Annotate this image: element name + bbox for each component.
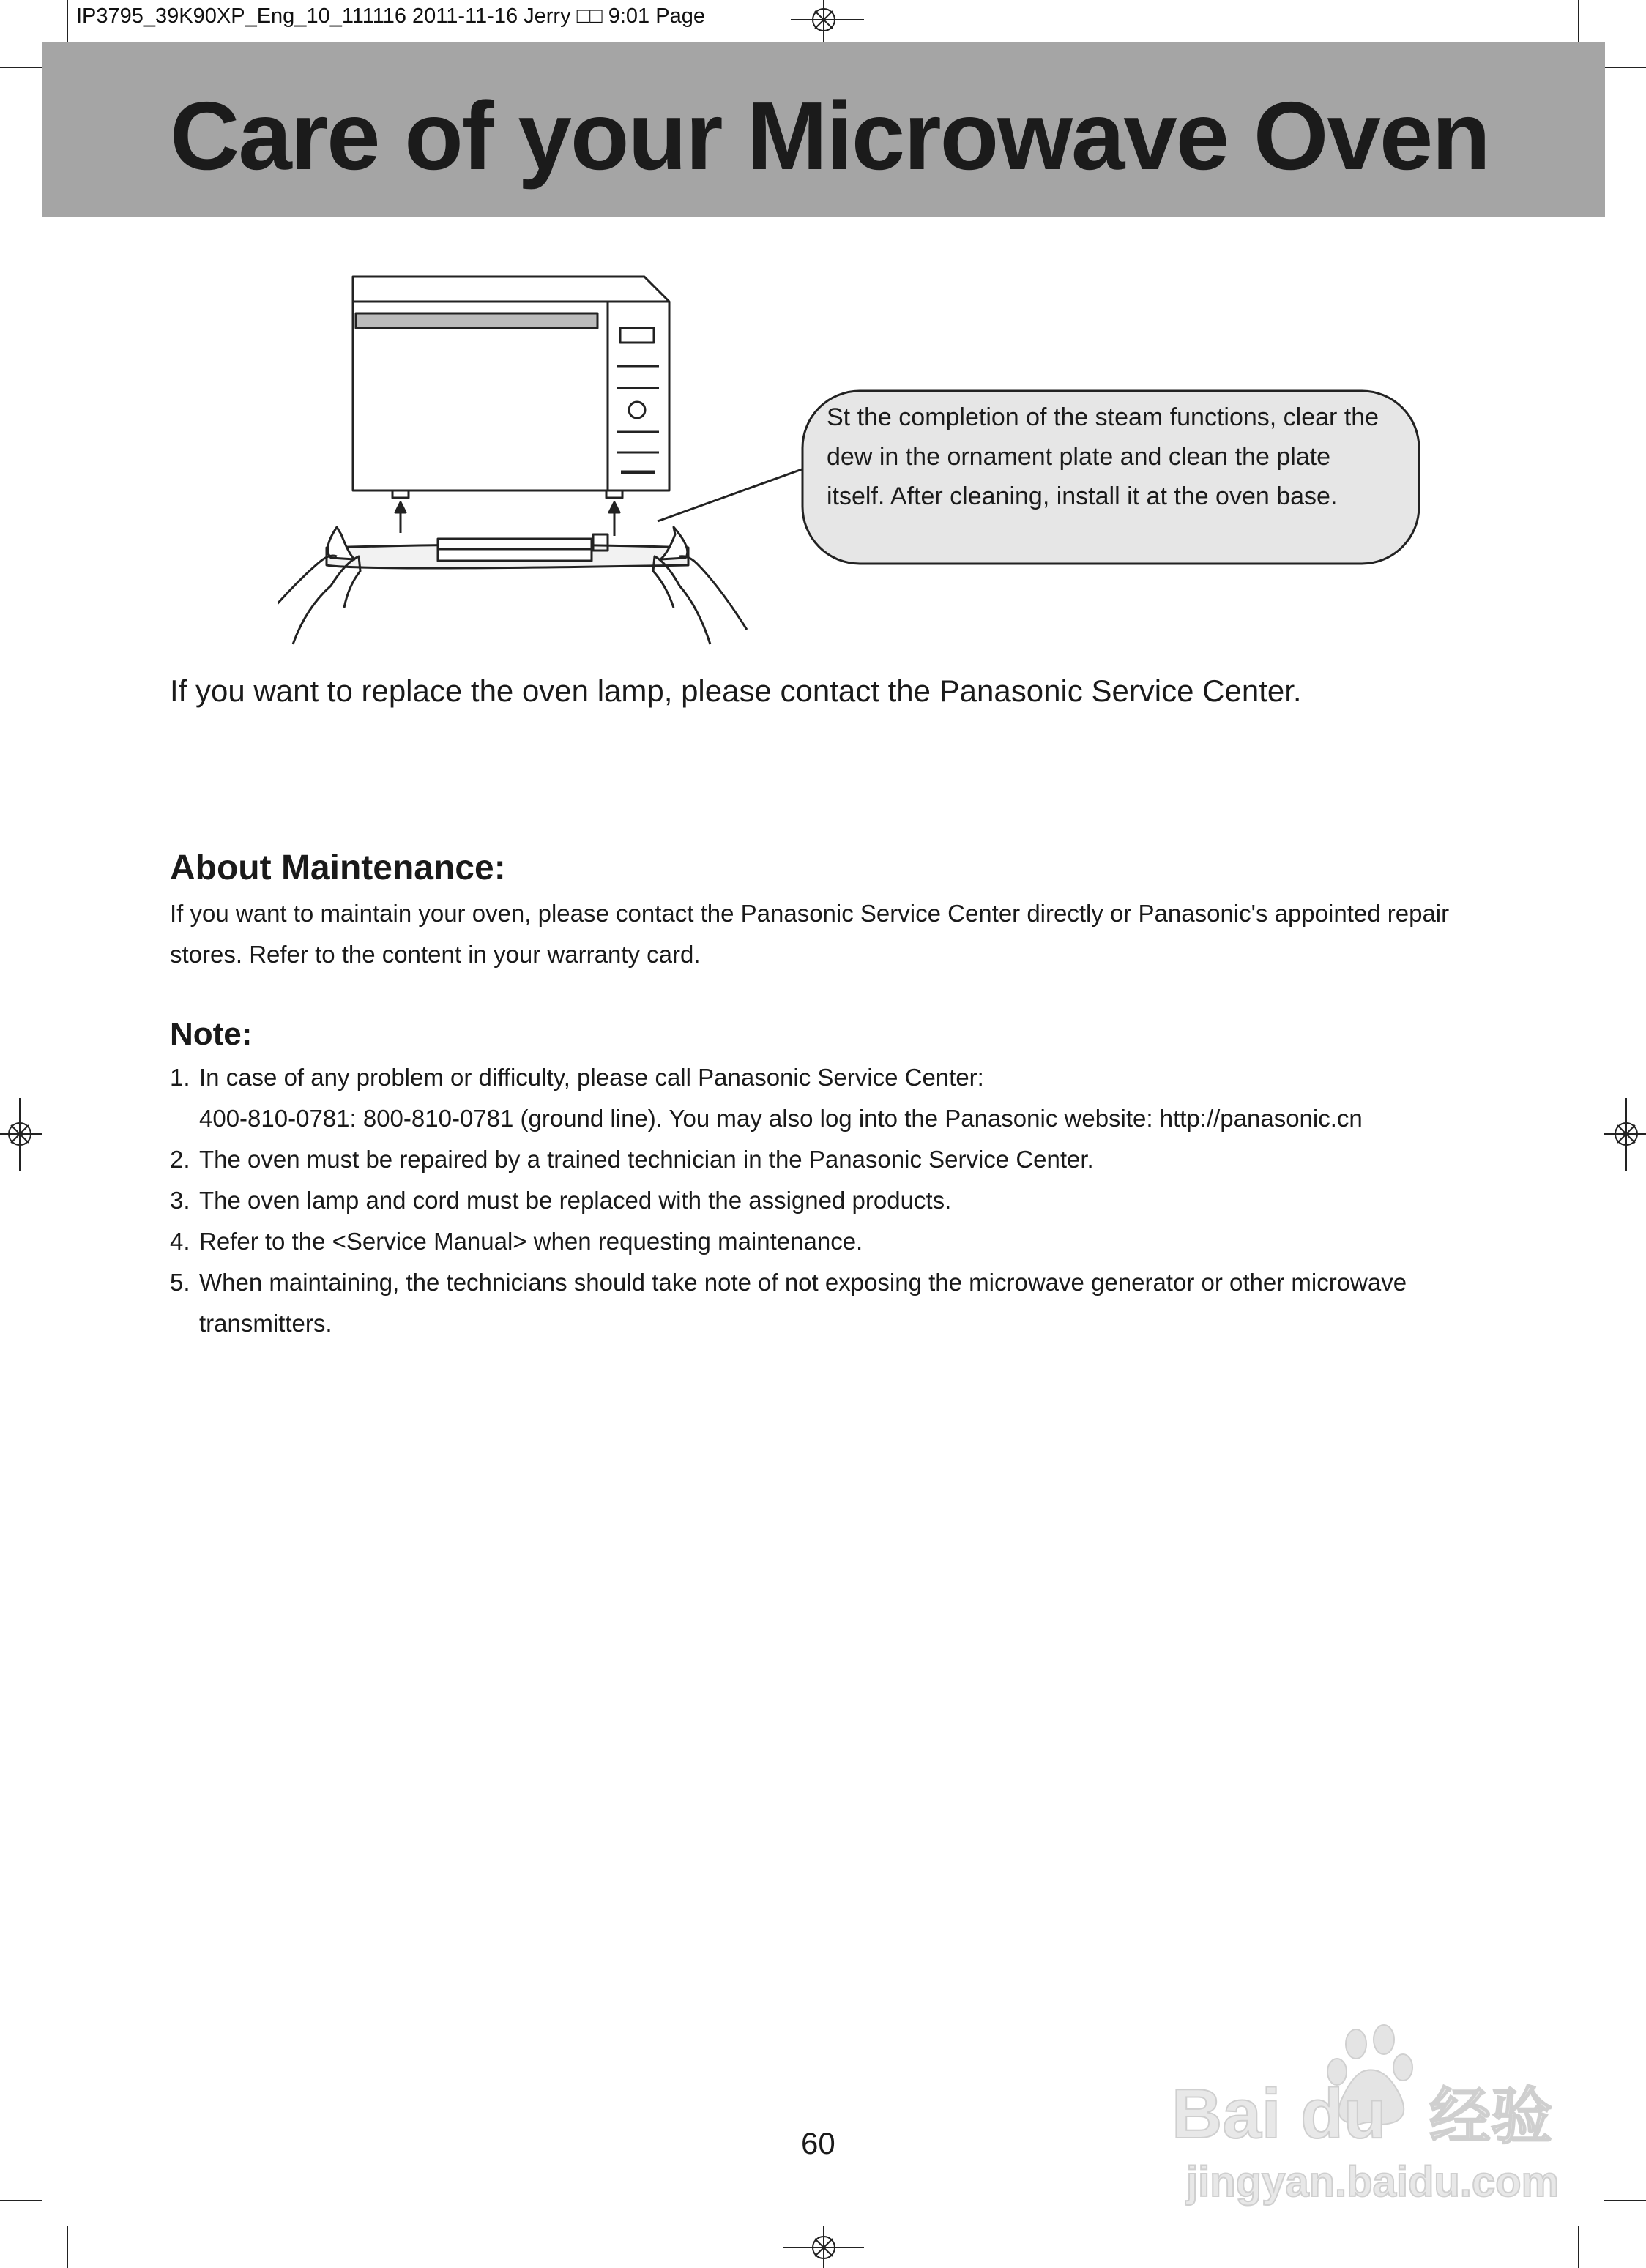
note-heading: Note: <box>170 1016 253 1052</box>
note-item-number: 4. <box>170 1228 190 1255</box>
note-list <box>170 1057 1517 1344</box>
maintenance-heading: About Maintenance: <box>170 848 506 887</box>
watermark-cn: 经验 <box>1429 2082 1553 2151</box>
note-item-number: 5. <box>170 1269 190 1296</box>
watermark-url: jingyan.baidu.com <box>1186 2158 1560 2206</box>
maintenance-body: If you want to maintain your oven, please contact the Panasonic Service Center directly or Panasonic's appointed repair stores. Refer to the content in your warranty card. <box>170 900 1450 968</box>
page-title: Care of your Microwave Oven <box>170 82 1489 190</box>
note-item-text-cont: 400-810-0781: 800-810-0781 (ground line). You may also log into the Panasonic website: http://panasonic.cn <box>199 1105 1363 1132</box>
watermark-brand: Bai du <box>1172 2075 1387 2153</box>
note-item-text: The oven must be repaired by a trained technician in the Panasonic Service Center. <box>199 1146 1094 1173</box>
note-item-4 <box>170 1221 1517 1262</box>
print-slug: IP3795_39K90XP_Eng_10_111116 2011-11-16 Jerry □□ 9:01 Page <box>76 4 705 28</box>
note-item-2 <box>170 1139 1517 1180</box>
note-item-number: 1. <box>170 1064 190 1091</box>
note-item-text: When maintaining, the technicians should take note of not exposing the microwave generator or other microwave transmitters. <box>199 1269 1407 1337</box>
note-item-3 <box>170 1180 1517 1221</box>
note-item-text: In case of any problem or difficulty, please call Panasonic Service Center: <box>199 1064 984 1091</box>
note-item-text: The oven lamp and cord must be replaced with the assigned products. <box>199 1187 952 1214</box>
note-item-number: 2. <box>170 1146 190 1173</box>
oven-lamp-note: If you want to replace the oven lamp, please contact the Panasonic Service Center. <box>170 674 1302 708</box>
note-item-1 <box>170 1057 1517 1139</box>
page-number: 60 <box>801 2126 835 2160</box>
note-item-text: Refer to the <Service Manual> when requesting maintenance. <box>199 1228 863 1255</box>
steam-cleaning-callout: St the completion of the steam functions, clear the dew in the ornament plate and clean the plate itself. After cleaning, install it at the oven base. <box>827 403 1379 510</box>
baidu-watermark-logo <box>1164 2021 1560 2211</box>
note-item-number: 3. <box>170 1187 190 1214</box>
note-item-5 <box>170 1262 1517 1344</box>
